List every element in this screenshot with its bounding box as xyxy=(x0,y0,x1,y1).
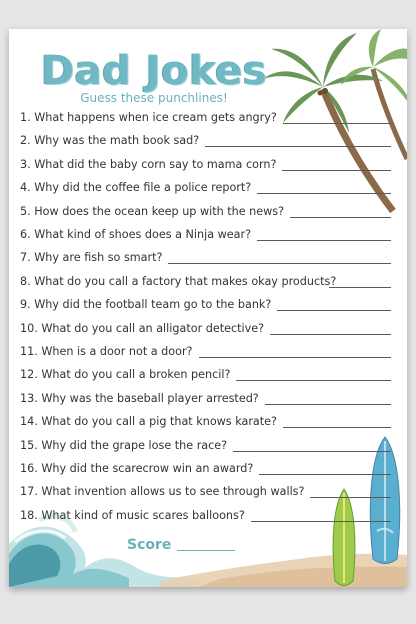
question-text: 16. Why did the scarecrow win an award? xyxy=(20,462,254,475)
score-answer-line[interactable] xyxy=(177,550,235,551)
page-subtitle: Guess these punchlines! xyxy=(80,91,228,105)
question-text: 12. What do you call a broken pencil? xyxy=(20,368,231,382)
answer-line[interactable] xyxy=(277,310,391,311)
question-text: 18. What kind of music scares balloons? xyxy=(20,508,245,522)
question-text: 1. What happens when ice cream gets angry? xyxy=(20,111,277,124)
answer-line[interactable] xyxy=(205,146,391,147)
surfboard-green-icon xyxy=(329,487,359,587)
answer-line[interactable] xyxy=(270,334,391,335)
question-text: 13. Why was the baseball player arrested? xyxy=(20,391,259,405)
answer-line[interactable] xyxy=(257,193,391,194)
answer-line[interactable] xyxy=(199,357,392,358)
question-text: 8. What do you call a factory that makes okay products? xyxy=(20,274,337,288)
question-text: 15. Why did the grape lose the race? xyxy=(20,438,228,452)
page-title: Dad Jokes xyxy=(40,48,268,94)
answer-line[interactable] xyxy=(251,521,391,522)
question-text: 5. How does the ocean keep up with the news? xyxy=(20,204,285,218)
answer-line[interactable] xyxy=(283,427,391,428)
answer-line[interactable] xyxy=(257,240,391,241)
question-text: 10. What do you call an alligator detective? xyxy=(20,321,265,335)
question-text: 6. What kind of shoes does a Ninja wear? xyxy=(20,228,252,241)
answer-line[interactable] xyxy=(168,263,391,264)
answer-line[interactable] xyxy=(265,404,391,405)
game-card xyxy=(9,29,407,587)
answer-line[interactable] xyxy=(310,497,391,498)
question-text: 7. Why are fish so smart? xyxy=(20,251,163,265)
question-text: 14. What do you call a pig that knows karate? xyxy=(20,415,277,429)
answer-line[interactable] xyxy=(259,474,391,475)
answer-line[interactable] xyxy=(282,170,391,171)
answer-line[interactable] xyxy=(290,217,391,218)
answer-line[interactable] xyxy=(233,451,391,452)
question-text: 4. Why did the coffee file a police report? xyxy=(20,181,252,195)
question-text: 17. What invention allows us to see through walls? xyxy=(20,485,305,499)
answer-line[interactable] xyxy=(236,380,391,381)
answer-line[interactable] xyxy=(283,123,391,124)
question-text: 3. What did the baby corn say to mama corn? xyxy=(20,157,277,171)
answer-line[interactable] xyxy=(329,287,391,288)
surfboard-blue-icon xyxy=(365,435,405,565)
question-text: 2. Why was the math book sad? xyxy=(20,134,200,148)
score-label: Score xyxy=(127,537,172,553)
question-text: 9. Why did the football team go to the bank? xyxy=(20,298,272,312)
question-text: 11. When is a door not a door? xyxy=(20,345,193,358)
